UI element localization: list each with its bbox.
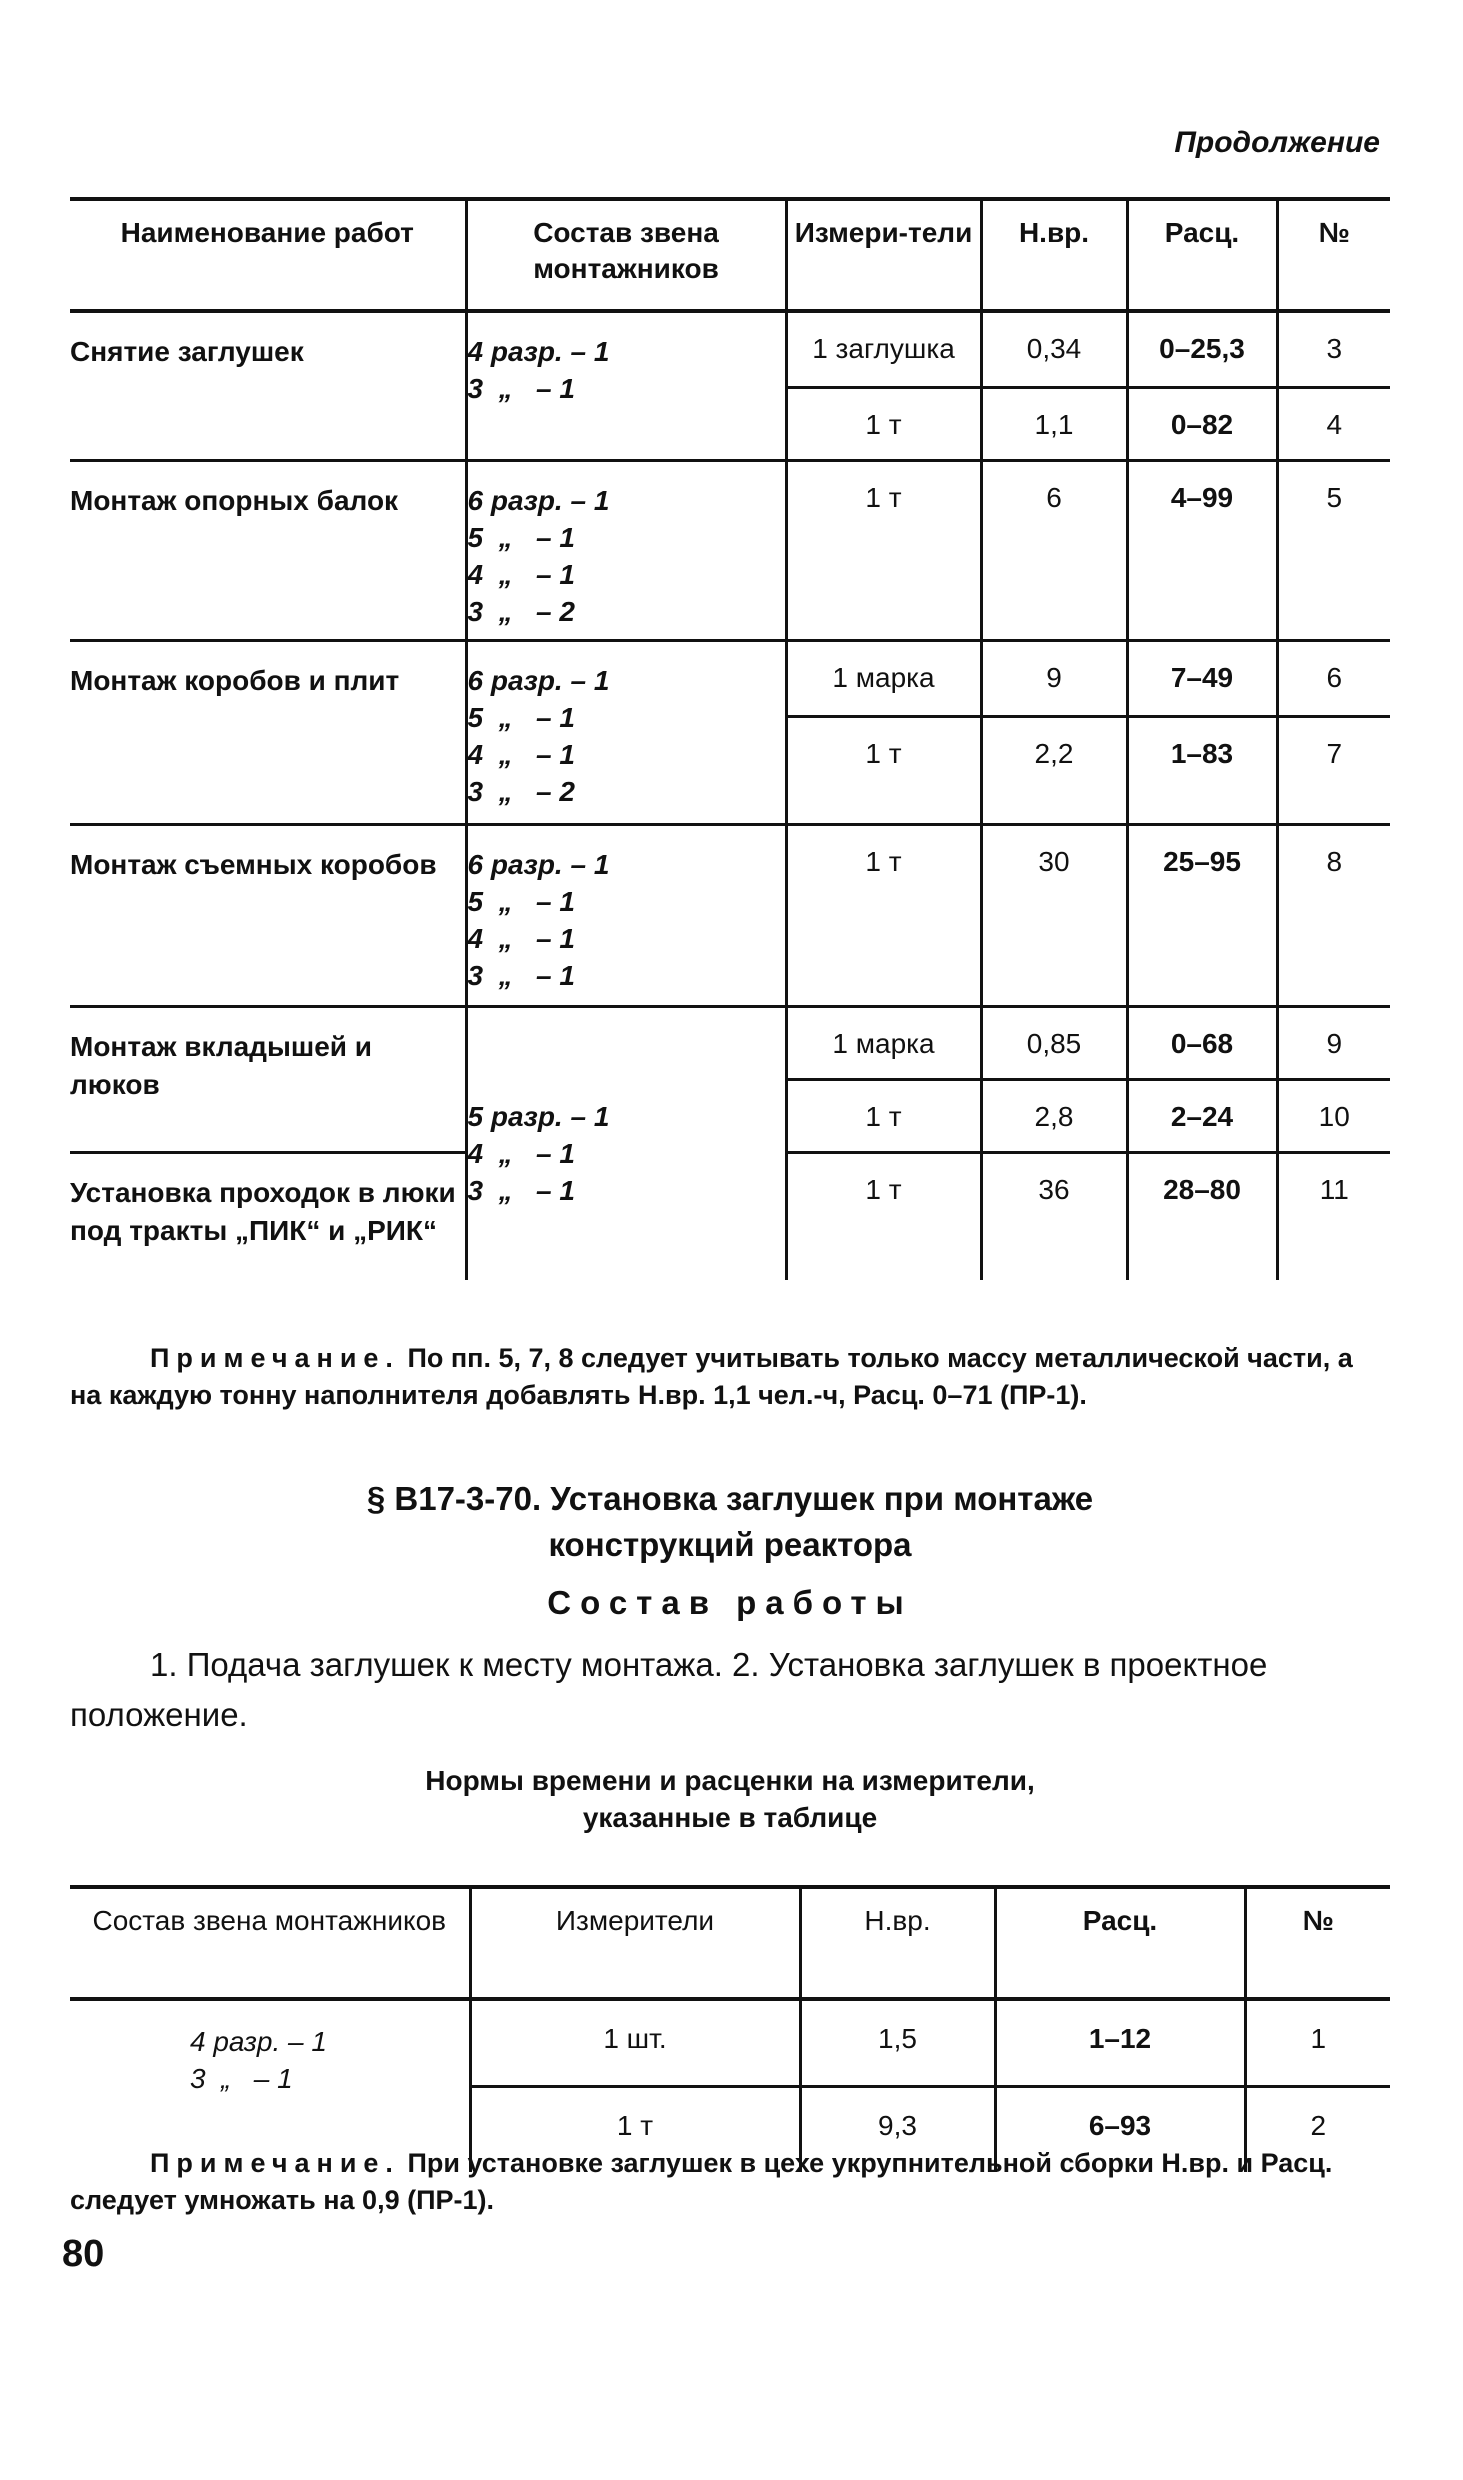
measure-cell: 1 т — [786, 716, 981, 824]
rate-cell: 25–95 — [1127, 824, 1277, 1006]
header-number: № — [1277, 199, 1390, 311]
table-header-row — [70, 199, 1390, 311]
rate-cell: 0–25,3 — [1127, 311, 1277, 387]
header-crew: Состав звена монтажников — [466, 199, 786, 311]
measure-cell: 1 т — [786, 824, 981, 1006]
rate-cell: 28–80 — [1127, 1152, 1277, 1280]
measure-cell: 1 марка — [786, 1006, 981, 1079]
note-1 — [70, 1340, 1390, 1414]
norm-cell: 9,3 — [800, 2087, 995, 2173]
table-row — [70, 1999, 1390, 2087]
note-2 — [70, 2145, 1390, 2219]
norm-cell: 30 — [981, 824, 1127, 1006]
measure-cell: 1 заглушка — [786, 311, 981, 387]
norm-cell: 9 — [981, 640, 1127, 716]
crew-composition: 6 разр. – 1 5 „ – 1 4 „ – 1 3 „ – 2 — [466, 640, 786, 824]
measure-cell: 1 т — [786, 1079, 981, 1152]
table-row — [70, 824, 1390, 1006]
note-label: Примечание. — [150, 2148, 400, 2178]
number-cell: 9 — [1277, 1006, 1390, 1079]
work-composition-text: 1. Подача заглушек к месту монтажа. 2. Установка заглушек в проектное положение. — [70, 1646, 1268, 1733]
rate-cell: 4–99 — [1127, 460, 1277, 640]
header-rate: Расц. — [1127, 199, 1277, 311]
number-cell: 4 — [1277, 387, 1390, 460]
measure-cell: 1 т — [470, 2087, 800, 2173]
header-measure: Измери-тели — [786, 199, 981, 311]
norm-cell: 2,2 — [981, 716, 1127, 824]
norm-cell: 6 — [981, 460, 1127, 640]
norms-table-continued — [70, 197, 1390, 1280]
header-norm: Н.вр. — [981, 199, 1127, 311]
measure-cell: 1 т — [786, 1152, 981, 1280]
crew-composition: 6 разр. – 1 5 „ – 1 4 „ – 1 3 „ – 2 — [466, 460, 786, 640]
number-cell: 11 — [1277, 1152, 1390, 1280]
measure-cell: 1 шт. — [470, 1999, 800, 2087]
measure-cell: 1 т — [786, 387, 981, 460]
section-title — [70, 1476, 1390, 1568]
norm-cell: 36 — [981, 1152, 1127, 1280]
rate-cell: 1–83 — [1127, 716, 1277, 824]
work-composition-heading: Состав работы — [547, 1584, 913, 1621]
norm-cell: 1,1 — [981, 387, 1127, 460]
norm-cell: 1,5 — [800, 1999, 995, 2087]
work-name: Монтаж съемных коробов — [70, 824, 466, 1006]
work-name: Монтаж опорных балок — [70, 460, 466, 640]
number-cell: 10 — [1277, 1079, 1390, 1152]
number-cell: 6 — [1277, 640, 1390, 716]
header-work-name: Наименование работ — [70, 199, 466, 311]
work-name: Монтаж коробов и плит — [70, 640, 466, 824]
rate-cell: 6–93 — [995, 2087, 1245, 2173]
note-text: По пп. 5, 7, 8 следует учитывать только массу металлической части, а на каждую тонну наполнителя добавлять Н.вр. 1,1 чел.-ч, Расц. 0–71 (ПР-1). — [70, 1343, 1353, 1410]
norm-cell: 0,85 — [981, 1006, 1127, 1079]
header-rate: Расц. — [995, 1887, 1245, 1999]
header-norm: Н.вр. — [800, 1887, 995, 1999]
norm-cell: 2,8 — [981, 1079, 1127, 1152]
number-cell: 7 — [1277, 716, 1390, 824]
norms-caption-line-1: Нормы времени и расценки на измерители, — [425, 1765, 1035, 1796]
note-text: При установке заглушек в цехе укрупнительной сборки Н.вр. и Расц. следует умножать на 0,9 (ПР-1). — [70, 2148, 1333, 2215]
section-title-line-1: § В17-3-70. Установка заглушек при монтаже — [366, 1480, 1094, 1517]
table-row — [70, 640, 1390, 716]
crew-composition: 4 разр. – 1 3 „ – 1 — [190, 2026, 327, 2094]
number-cell: 8 — [1277, 824, 1390, 1006]
rate-cell: 0–82 — [1127, 387, 1277, 460]
note-label: Примечание. — [150, 1343, 400, 1373]
rate-cell: 0–68 — [1127, 1006, 1277, 1079]
number-cell: 2 — [1245, 2087, 1390, 2173]
measure-cell: 1 т — [786, 460, 981, 640]
continuation-label: Продолжение — [1174, 126, 1380, 159]
work-name: Монтаж вкладышей и люков — [70, 1006, 466, 1152]
rate-cell: 2–24 — [1127, 1079, 1277, 1152]
header-number: № — [1245, 1887, 1390, 1999]
header-crew: Состав звена монтажников — [70, 1887, 470, 1999]
number-cell: 1 — [1245, 1999, 1390, 2087]
table-row — [70, 460, 1390, 640]
crew-composition: 5 разр. – 1 4 „ – 1 3 „ – 1 — [466, 1006, 786, 1280]
norms-caption-line-2: указанные в таблице — [582, 1802, 878, 1833]
norm-cell: 0,34 — [981, 311, 1127, 387]
norms-caption — [70, 1762, 1390, 1836]
crew-composition: 6 разр. – 1 5 „ – 1 4 „ – 1 3 „ – 1 — [466, 824, 786, 1006]
crew-composition: 4 разр. – 1 3 „ – 1 — [466, 311, 786, 460]
measure-cell: 1 марка — [786, 640, 981, 716]
header-measure: Измерители — [470, 1887, 800, 1999]
page-number: 80 — [62, 2233, 105, 2275]
number-cell: 3 — [1277, 311, 1390, 387]
rate-cell: 1–12 — [995, 1999, 1245, 2087]
number-cell: 5 — [1277, 460, 1390, 640]
section-title-line-2: конструкций реактора — [548, 1526, 912, 1563]
table-row — [70, 1006, 1390, 1079]
work-name: Установка проходок в люки под тракты „ПИК“ и „РИК“ — [70, 1176, 456, 1246]
table-header-row — [70, 1887, 1390, 1999]
table-row — [70, 311, 1390, 387]
norms-table — [70, 1885, 1390, 2172]
rate-cell: 7–49 — [1127, 640, 1277, 716]
work-name: Снятие заглушек — [70, 336, 304, 367]
